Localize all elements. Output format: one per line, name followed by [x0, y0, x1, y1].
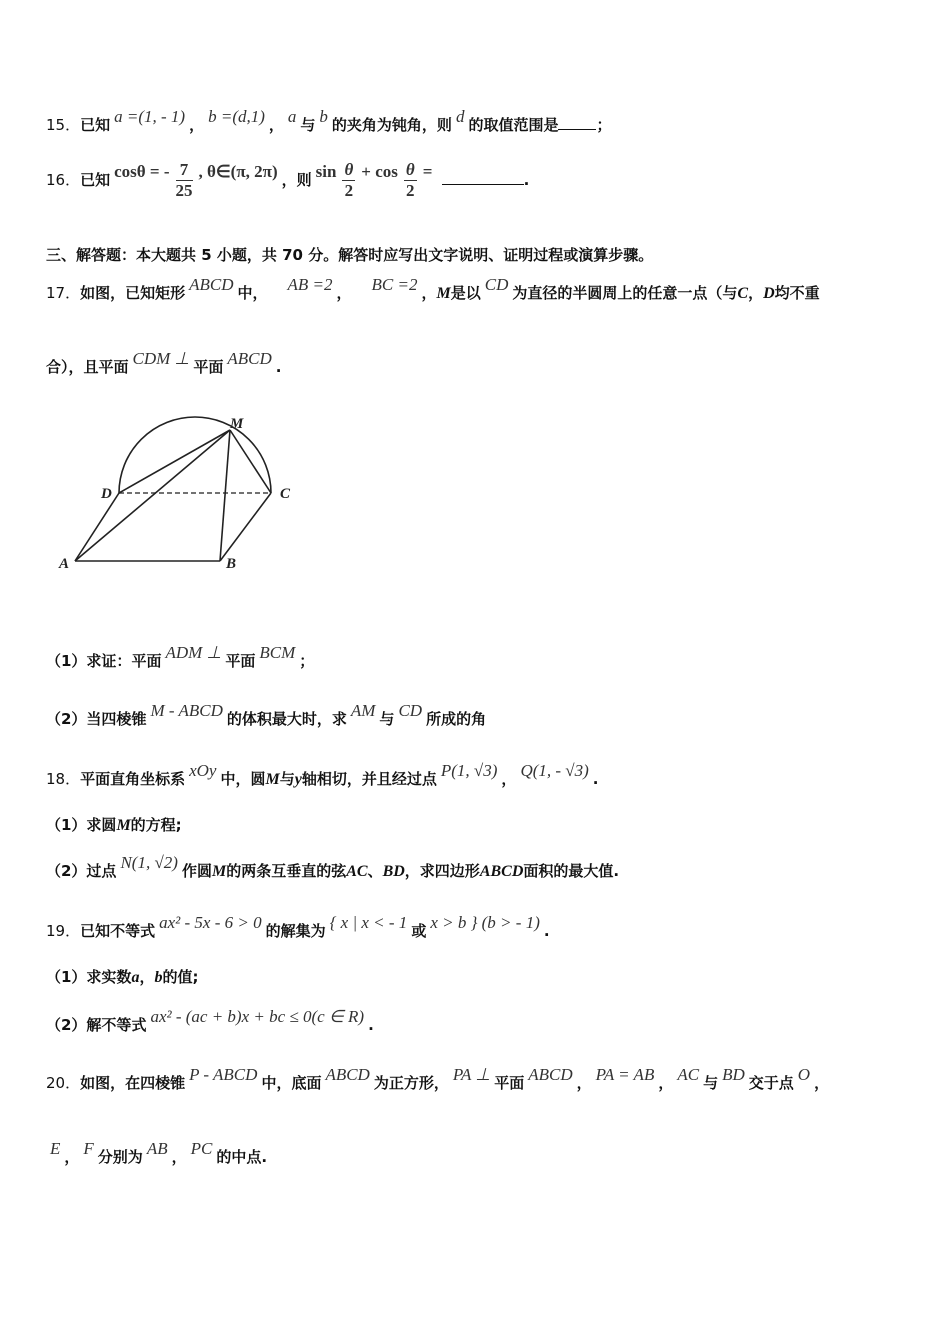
q18-line: 18．平面直角坐标系 xOy 中，圆M与y轴相切，并且经过点 P(1, √3) ， Q(1, - √3) . — [46, 761, 599, 788]
edge-bc — [220, 493, 271, 561]
edge-am — [75, 430, 230, 561]
q17-part1: （1）求证：平面 ADM ⊥ 平面 BCM ； — [46, 643, 315, 670]
label-d: D — [101, 486, 112, 502]
q16-line: 16．已知 cosθ = - $\frac{7}{25}$ , θ∈(π, 2π) ，则 sin $\frac{\theta}{2}$ + cos $\frac{\theta}{2}$ = . — [46, 160, 530, 200]
semicircle-arc — [119, 417, 271, 493]
edge-dm — [119, 430, 230, 493]
q15-line: 15．已知 a =(1, - 1) ， b =(d,1) ， a 与 b 的夹角为钝角，则 d 的取值范围是 ； — [46, 107, 612, 134]
q17-line1: 17．如图，已知矩形 ABCD 中， AB =2 ， BC =2 ，M是以 CD 为直径的半圆周上的任意一点（与C，D均不重 — [46, 275, 820, 302]
edge-bm — [220, 430, 230, 561]
fraction: $\frac{\theta}{2}$ — [405, 160, 415, 200]
label-a: A — [59, 556, 70, 572]
fraction: $\frac{\theta}{2}$ — [344, 160, 354, 200]
q16-number: 16． — [46, 171, 81, 189]
vector-a-expr: a =(1, - 1) — [114, 107, 186, 126]
vector-b-expr: b =(d,1) — [208, 107, 265, 126]
q19-part2: （2）解不等式 ax² - (ac + b)x + bc ≤ 0(c ∈ R) . — [46, 1007, 374, 1034]
q20-line2: E ， F 分别为 AB ， PC 的中点. — [50, 1139, 268, 1166]
section-heading: 三、解答题：本大题共 5 小题，共 70 分。解答时应写出文字说明、证明过程或演算步骤。 — [46, 246, 654, 264]
q19-line: 19．已知不等式 ax² - 5x - 6 > 0 的解集为 { x | x < - 1 或 x > b } (b > - 1) . — [46, 913, 550, 940]
q20-line1: 20．如图，在四棱锥 P - ABCD 中，底面 ABCD 为正方形， PA ⊥ 平面 ABCD ， PA = AB ， AC 与 BD 交于点 O ， — [46, 1065, 830, 1092]
fraction: $\frac{7}{25}$ — [175, 160, 193, 200]
label-m: M — [230, 416, 244, 432]
answer-blank — [558, 129, 596, 130]
q18-part1: （1）求圆M的方程; — [46, 816, 182, 834]
answer-blank — [442, 184, 524, 185]
q18-part2: （2）过点 N(1, √2) 作圆M的两条互垂直的弦AC、BD，求四边形ABCD面积的最大值. — [46, 853, 620, 880]
q17-part2: （2）当四棱锥 M - ABCD 的体积最大时，求 AM 与 CD 所成的角 — [46, 701, 487, 728]
geometry-figure — [40, 400, 320, 590]
q17-line2: 合），且平面 CDM ⊥ 平面 ABCD . — [46, 349, 282, 376]
q15-number: 15． — [46, 116, 81, 134]
label-b: B — [226, 556, 237, 572]
q19-part1: （1）求实数a，b的值; — [46, 968, 199, 986]
label-c: C — [280, 486, 291, 502]
edge-ad — [75, 493, 119, 561]
